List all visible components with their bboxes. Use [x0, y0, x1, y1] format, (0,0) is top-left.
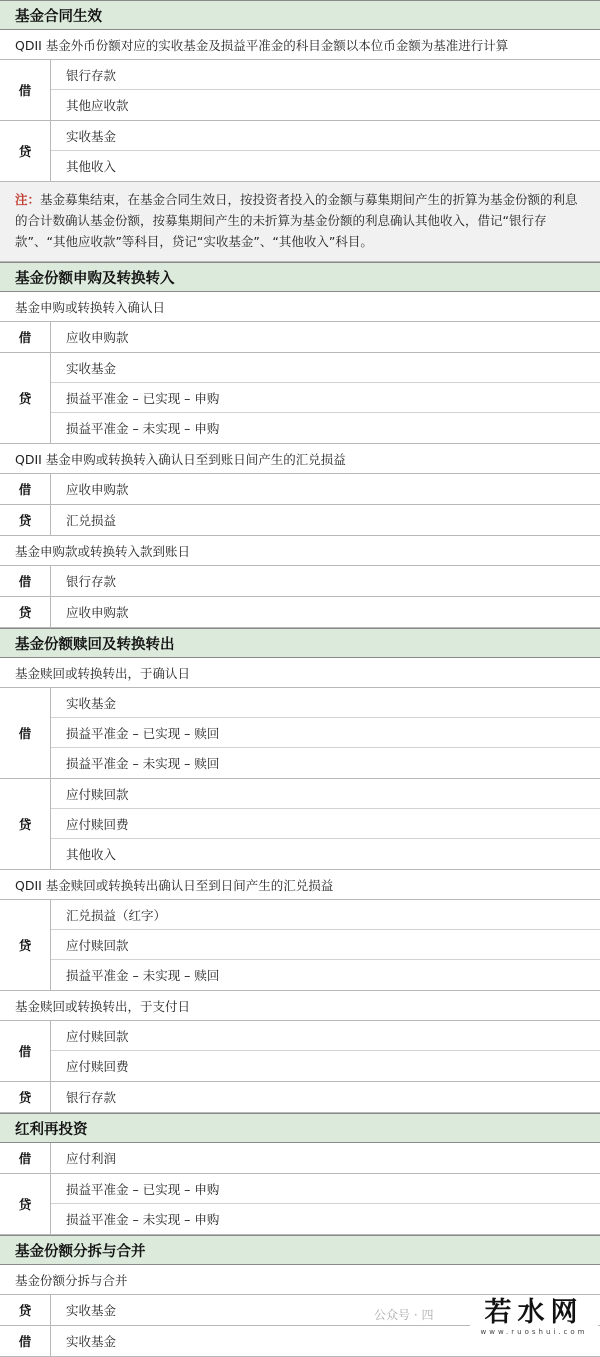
- account-item: 实收基金: [51, 353, 600, 383]
- entry-items: [51, 597, 600, 627]
- entry-side-label: 借: [0, 688, 51, 778]
- subsection-title: QDII 基金外币份额对应的实收基金及损益平准金的科目金额以本位币金额为基准进行计算: [0, 30, 600, 60]
- section-title: 基金份额赎回及转换转出: [0, 628, 600, 658]
- note-text: 基金募集结束，在基金合同生效日，按投资者投入的金额与募集期间产生的折算为基金份额的利息的合计数确认基金份额，按募集期间产生的未折算为基金份额的利息确认其他收入，借记“银行存款”、“其他应收款”等科目，贷记“实收基金”、“其他收入”科目。: [15, 192, 578, 249]
- subsection-title: 基金赎回或转换转出，于确认日: [0, 658, 600, 688]
- account-item: 银行存款: [51, 60, 600, 90]
- entry-group: [0, 60, 600, 121]
- account-item: 损益平准金 – 未实现 – 赎回: [66, 968, 220, 983]
- account-item: 应付利润: [66, 1151, 117, 1166]
- account-item: 应收申购款: [66, 605, 129, 620]
- entry-items: [51, 121, 600, 181]
- entry-side-label: 贷: [0, 505, 51, 535]
- entry-items: [51, 322, 600, 352]
- entry-group: [0, 597, 600, 628]
- entry-group: [0, 688, 600, 779]
- subsection-title: 基金赎回或转换转出，于支付日: [0, 991, 600, 1021]
- entry-group: [0, 900, 600, 991]
- account-item: 银行存款: [66, 1090, 117, 1105]
- watermark-brand-sub: www.ruoshui.com: [480, 1328, 588, 1336]
- entry-group: [0, 566, 600, 597]
- account-item: 汇兑损益（红字）: [51, 900, 600, 930]
- account-item: 银行存款: [66, 574, 117, 589]
- account-item: 应付赎回费: [66, 1059, 129, 1074]
- account-item: 实收基金: [66, 1303, 117, 1318]
- entry-group: [0, 322, 600, 353]
- account-item: 应付赎回款: [51, 930, 600, 960]
- entry-group: [0, 474, 600, 505]
- entry-items: [51, 900, 600, 990]
- entry-items: [51, 1021, 600, 1081]
- subsection-title: QDII 基金申购或转换转入确认日至到账日间产生的汇兑损益: [0, 444, 600, 474]
- entry-items: [51, 60, 600, 120]
- entry-items: [51, 688, 600, 778]
- entry-group: [0, 353, 600, 444]
- account-item: 其他收入: [66, 159, 117, 174]
- account-item: 损益平准金 – 未实现 – 申购: [66, 421, 220, 436]
- account-item: 实收基金: [51, 121, 600, 151]
- account-item: 损益平准金 – 已实现 – 申购: [51, 1174, 600, 1204]
- entry-side-label: 借: [0, 566, 51, 596]
- entry-side-label: 贷: [0, 779, 51, 869]
- entry-items: [51, 505, 600, 535]
- entry-group: [0, 505, 600, 536]
- account-item: 汇兑损益: [66, 513, 117, 528]
- note-box: [0, 182, 600, 262]
- entry-side-label: 贷: [0, 597, 51, 627]
- entry-items: [51, 474, 600, 504]
- account-item: 损益平准金 – 未实现 – 赎回: [66, 756, 220, 771]
- entry-side-label: 借: [0, 1143, 51, 1173]
- entry-side-label: 借: [0, 1021, 51, 1081]
- section-title: 基金份额分拆与合并: [0, 1235, 600, 1265]
- note-label: 注：: [15, 192, 41, 207]
- entry-side-label: 借: [0, 474, 51, 504]
- entry-items: [51, 353, 600, 443]
- account-item: 损益平准金 – 已实现 – 赎回: [51, 718, 600, 748]
- entry-side-label: 借: [0, 322, 51, 352]
- entry-side-label: 贷: [0, 1082, 51, 1112]
- watermark-logo: [470, 1296, 598, 1338]
- subsection-title: 基金份额分拆与合并: [0, 1265, 600, 1295]
- entry-items: [51, 566, 600, 596]
- entry-group: [0, 1082, 600, 1113]
- subsection-title: QDII 基金赎回或转换转出确认日至到日间产生的汇兑损益: [0, 870, 600, 900]
- watermark-brand: 若水网: [484, 1297, 584, 1328]
- entry-group: [0, 1174, 600, 1235]
- entry-side-label: 贷: [0, 1295, 51, 1325]
- entry-items: [51, 779, 600, 869]
- account-item: 其他应收款: [66, 98, 129, 113]
- entry-side-label: 贷: [0, 1174, 51, 1234]
- account-item: 应收申购款: [66, 330, 129, 345]
- section-title: 基金合同生效: [0, 0, 600, 30]
- entry-items: [51, 1082, 600, 1112]
- subsection-title: 基金申购款或转换转入款到账日: [0, 536, 600, 566]
- entry-group: [0, 1143, 600, 1174]
- account-item: 应付赎回费: [51, 809, 600, 839]
- section-title: 红利再投资: [0, 1113, 600, 1143]
- section-title: 基金份额申购及转换转入: [0, 262, 600, 292]
- watermark-account: 公众号 · 四: [370, 1306, 437, 1323]
- account-item: 应收申购款: [66, 482, 129, 497]
- entry-side-label: 借: [0, 60, 51, 120]
- entry-side-label: 贷: [0, 353, 51, 443]
- entry-items: [51, 1143, 600, 1173]
- subsection-title: 基金申购或转换转入确认日: [0, 292, 600, 322]
- account-item: 实收基金: [66, 1334, 117, 1349]
- account-item: 应付赎回款: [51, 1021, 600, 1051]
- entry-group: [0, 121, 600, 182]
- entry-group: [0, 779, 600, 870]
- entry-items: [51, 1174, 600, 1234]
- entry-side-label: 借: [0, 1326, 51, 1356]
- account-item: 其他收入: [66, 847, 117, 862]
- entry-group: [0, 1021, 600, 1082]
- entry-side-label: 贷: [0, 900, 51, 990]
- account-item: 应付赎回款: [51, 779, 600, 809]
- entry-side-label: 贷: [0, 121, 51, 181]
- account-item: 损益平准金 – 未实现 – 申购: [66, 1212, 220, 1227]
- account-item: 损益平准金 – 已实现 – 申购: [51, 383, 600, 413]
- account-item: 实收基金: [51, 688, 600, 718]
